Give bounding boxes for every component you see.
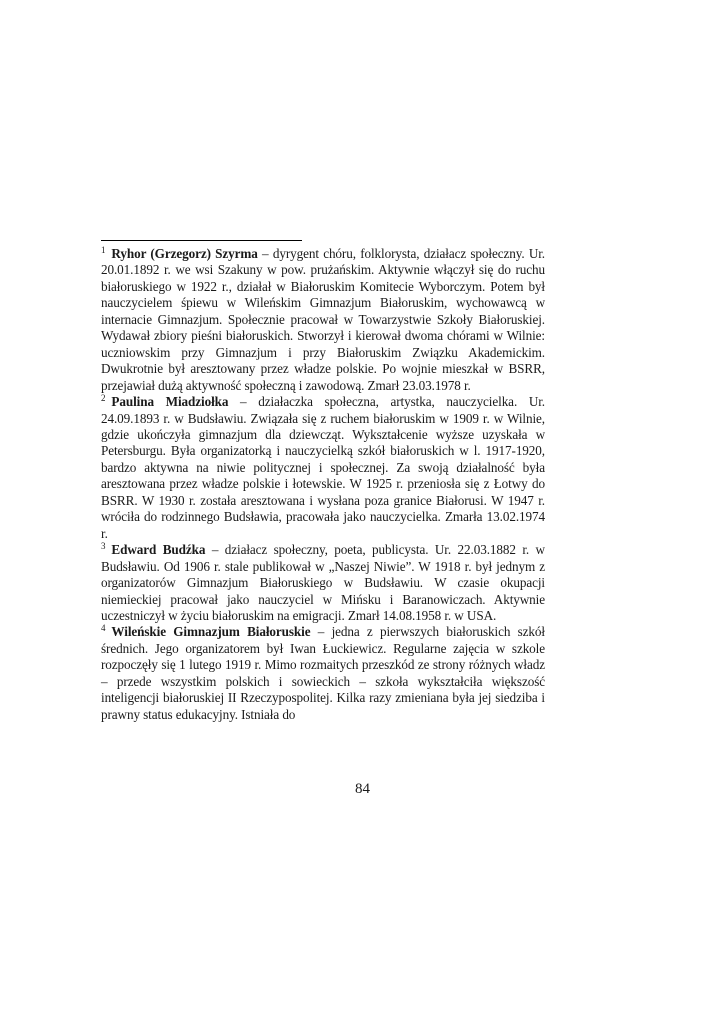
footnote-4 [101,624,545,723]
footnote-text: – działaczka społeczna, artystka, nauczycielka. Ur. 24.09.1893 r. w Budsławiu. Związała się z ruchem białoruskim w 1909 r. w Wilnie, gdzie ukończyła gimnazjum dla dziewcząt. Wykształcenie wyższe uzyskała w Petersburgu. Była organizatorką i nauczycielką szkół białoruskich w l. 1917-1920, bardzo aktywna na niwie politycznej i społecznej. Za swoją działalność była aresztowana przez władze polskie i łotewskie. W 1925 r. przeniosła się z Łotwy do BSRR. W 1930 r. została aresztowana i wysłana poza granice Białorusi. W 1947 r. wróciła do rodzinnego Budsławia, pracowała jako nauczycielka. Zmarła 13.02.1974 r. [101,394,545,541]
footnote-marker: 2 [101,393,106,404]
footnote-text: – jedna z pierwszych białoruskich szkół średnich. Jego organizatorem był Iwan Łuckiewicz. Regularne zajęcia w szkole rozpoczęły się 1 lutego 1919 r. Mimo rozmaitych przeszkód ze strony różnych władz – przede wszystkim polskich i sowieckich – szkoła wykształciła większość inteligencji białoruskiej II Rzeczypospolitej. Kilka razy zmieniana była jej siedziba i prawny status edukacyjny. Istniała do [101,624,545,722]
footnote-2 [101,394,545,542]
footnote-name: Paulina Miadziołka [111,394,229,410]
footnote-text: – dyrygent chóru, folklorysta, działacz społeczny. Ur. 20.01.1892 r. we wsi Szakuny w pow. prużańskim. Aktywnie włączył się do ruchu białoruskiego w 1922 r., działał w Białoruskim Komitecie Wyborczym. Potem był nauczycielem śpiewu w Wileńskim Gimnazjum Białoruskim, wychowawcą w internacie Gimnazjum. Społecznie pracował w Towarzystwie Szkoły Białoruskiej. Wydawał zbiory pieśni białoruskich. Stworzył i kierował dwoma chórami w Wilnie: uczniowskim przy Gimnazjum i przy Białoruskim Związku Akademickim. Dwukrotnie był aresztowany przez władze polskie. Po wojnie mieszkał w BSRR, przejawiał dużą aktywność społeczną i zawodową. Zmarł 23.03.1978 r. [101,246,545,393]
footnote-1 [101,246,545,394]
footnote-separator [101,240,302,241]
footnote-3 [101,542,545,624]
footnote-name: Ryhor (Grzegorz) Szyrma [111,246,258,261]
footnote-marker: 4 [101,623,106,634]
footnote-name: Wileńskie Gimnazjum Białoruskie [111,624,311,640]
footnote-marker: 1 [101,245,106,255]
footnote-marker: 3 [101,541,106,552]
footnotes [101,246,545,723]
footnote-name: Edward Budźka [111,542,206,558]
footnote-text: – działacz społeczny, poeta, publicysta. Ur. 22.03.1882 r. w Budsławiu. Od 1906 r. stale publikował w „Naszej Niwie”. W 1918 r. był jednym z organizatorów Gimnazjum Białoruskiego w Budsławiu. W czasie okupacji niemieckiej pracował jako nauczyciel w Mińsku i Baranowiczach. Aktywnie uczestniczył w życiu białoruskim na emigracji. Zmarł 14.08.1958 r. w USA. [101,542,545,623]
page-number: 84 [355,781,370,797]
